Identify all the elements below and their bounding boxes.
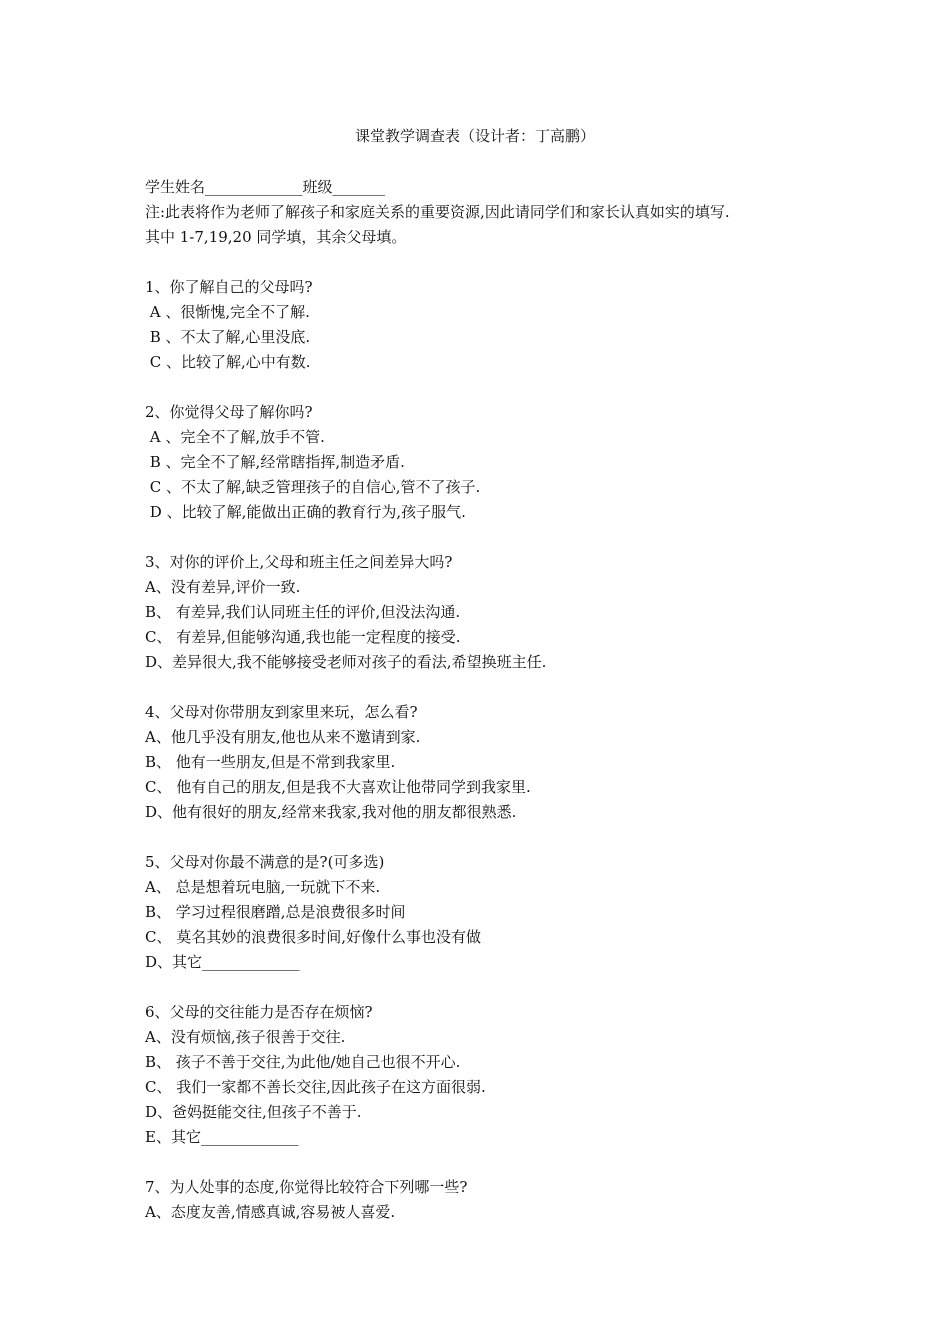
- question-option: A、没有差异,评价一致.: [145, 578, 301, 596]
- question-text: 4、父母对你带朋友到家里来玩，怎么看?: [145, 703, 418, 721]
- question-option: C、 我们一家都不善长交往,因此孩子在这方面很弱.: [145, 1078, 486, 1096]
- note-line: 注:此表将作为老师了解孩子和家庭关系的重要资源,因此请同学们和家长认真如实的填写.: [145, 203, 730, 221]
- question-option: D、爸妈挺能交往,但孩子不善于.: [145, 1103, 362, 1121]
- question-option: C、 他有自己的朋友,但是我不大喜欢让他带同学到我家里.: [145, 778, 531, 796]
- spacer: [145, 250, 845, 275]
- spacer: [145, 825, 845, 850]
- spacer: [145, 675, 845, 700]
- question-option: C、 莫名其妙的浪费很多时间,好像什么事也没有做: [145, 928, 482, 946]
- question-option: D、其它_____________: [145, 953, 300, 971]
- question-block: [145, 400, 845, 525]
- question-block: [145, 1000, 845, 1150]
- question-option: B、 学习过程很磨蹭,总是浪费很多时间: [145, 903, 406, 921]
- question-block: [145, 550, 845, 675]
- question-option: C 、不太了解,缺乏管理孩子的自信心,管不了孩子.: [145, 478, 481, 496]
- question-option: C 、比较了解,心中有数.: [145, 353, 311, 371]
- question-text: 1、你了解自己的父母吗?: [145, 278, 313, 296]
- question-block: [145, 275, 845, 375]
- question-text: 6、父母的交往能力是否存在烦恼?: [145, 1003, 373, 1021]
- student-name-class-line: 学生姓名_____________班级_______: [145, 178, 386, 196]
- question-text: 7、为人处事的态度,你觉得比较符合下列哪一些?: [145, 1178, 468, 1196]
- question-option: A、他几乎没有朋友,他也从来不邀请到家.: [145, 728, 421, 746]
- question-text: 2、你觉得父母了解你吗?: [145, 403, 313, 421]
- question-option: E、其它_____________: [145, 1128, 299, 1146]
- spacer: [145, 525, 845, 550]
- question-text: 3、对你的评价上,父母和班主任之间差异大吗?: [145, 553, 453, 571]
- document-body: [145, 175, 845, 1225]
- question-block: [145, 700, 845, 825]
- question-option: A 、完全不了解,放手不管.: [145, 428, 325, 446]
- question-option: B、 孩子不善于交往,为此他/她自己也很不开心.: [145, 1053, 461, 1071]
- spacer: [145, 975, 845, 1000]
- question-option: A、没有烦恼,孩子很善于交往.: [145, 1028, 346, 1046]
- question-option: B、 有差异,我们认同班主任的评价,但没法沟通.: [145, 603, 461, 621]
- question-text: 5、父母对你最不满意的是?(可多选): [145, 853, 385, 871]
- question-block: [145, 1175, 845, 1225]
- question-option: B 、不太了解,心里没底.: [145, 328, 311, 346]
- question-option: B、 他有一些朋友,但是不常到我家里.: [145, 753, 396, 771]
- question-option: B 、完全不了解,经常瞎指挥,制造矛盾.: [145, 453, 405, 471]
- question-block: [145, 850, 845, 975]
- scope-line: 其中 1-7,19,20 同学填，其余父母填。: [145, 228, 407, 246]
- question-option: D、他有很好的朋友,经常来我家,我对他的朋友都很熟悉.: [145, 803, 517, 821]
- spacer: [145, 375, 845, 400]
- question-option: A、态度友善,情感真诚,容易被人喜爱.: [145, 1203, 396, 1221]
- spacer: [145, 1150, 845, 1175]
- question-option: C、 有差异,但能够沟通,我也能一定程度的接受.: [145, 628, 461, 646]
- document-title: 课堂教学调查表（设计者：丁高鹏）: [354, 127, 595, 145]
- question-option: A 、很惭愧,完全不了解.: [145, 303, 310, 321]
- question-option: D 、比较了解,能做出正确的教育行为,孩子服气.: [145, 503, 466, 521]
- question-option: D、差异很大,我不能够接受老师对孩子的看法,希望换班主任.: [145, 653, 547, 671]
- question-option: A、 总是想着玩电脑,一玩就下不来.: [145, 878, 381, 896]
